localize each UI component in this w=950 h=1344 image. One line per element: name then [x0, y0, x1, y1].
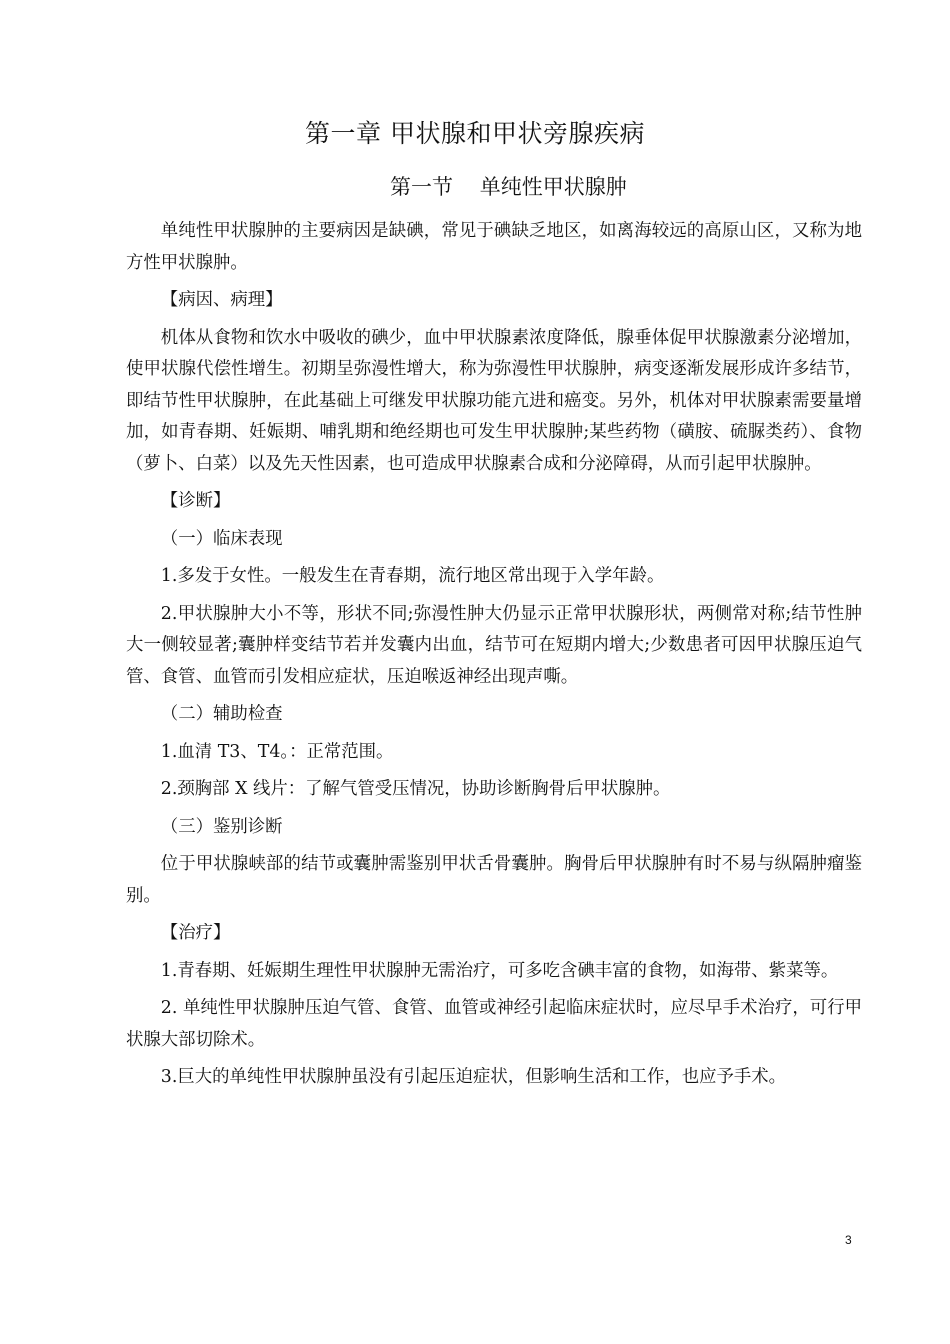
- subheading-auxiliary: （二）辅助检查: [160, 704, 283, 724]
- list-item: 2.颈胸部 X 线片：了解气管受压情况，协助诊断胸骨后甲状腺肿。: [160, 779, 671, 799]
- paragraph-differential: 位于甲状腺峡部的结节或囊肿需鉴别甲状舌骨囊肿。胸骨后甲状腺肿有时不易与纵隔肿瘤鉴别。: [126, 854, 862, 906]
- section-title: 第一节 单纯性甲状腺肿: [390, 175, 627, 199]
- list-item: 2.甲状腺肿大小不等，形状不同;弥漫性肿大仍显示正常甲状腺形状，两侧常对称;结节性肿大一侧较显著;囊肿样变结节若并发囊内出血，结节可在短期内增大;少数患者可因甲状腺压迫气管、食管、血管而引发相应症状，压迫喉返神经出现声嘶。: [126, 603, 862, 687]
- paragraph-etiology: 机体从食物和饮水中吸收的碘少，血中甲状腺素浓度降低，腺垂体促甲状腺激素分泌增加，使甲状腺代偿性增生。初期呈弥漫性增大，称为弥漫性甲状腺肿，病变逐渐发展形成许多结节，即结节性甲状腺肿，在此基础上可继发甲状腺功能亢进和癌变。另外，机体对甲状腺素需要量增加，如青春期、妊娠期、哺乳期和绝经期也可发生甲状腺肿;某些药物（磺胺、硫脲类药）、食物（萝卜、白菜）以及先天性因素，也可造成甲状腺素合成和分泌障碍，从而引起甲状腺肿。: [126, 327, 862, 474]
- heading-diagnosis: 【诊断】: [160, 491, 231, 511]
- body-text: [126, 216, 862, 1100]
- chapter-title: 第一章 甲状腺和甲状旁腺疾病: [305, 119, 645, 148]
- subheading-differential: （三）鉴别诊断: [160, 816, 283, 837]
- list-item: 3.巨大的单纯性甲状腺肿虽没有引起压迫症状，但影响生活和工作，也应予手术。: [160, 1067, 787, 1087]
- heading-treatment: 【治疗】: [160, 923, 231, 943]
- list-item: 1.青春期、妊娠期生理性甲状腺肿无需治疗，可多吃含碘丰富的食物，如海带、紫菜等。: [160, 960, 839, 981]
- page-number: 3: [845, 1233, 852, 1247]
- list-item: 1.多发于女性。一般发生在青春期，流行地区常出现于入学年龄。: [160, 566, 665, 586]
- paragraph-intro: 单纯性甲状腺肿的主要病因是缺碘，常见于碘缺乏地区，如离海较远的高原山区，又称为地方性甲状腺肿。: [126, 221, 862, 273]
- list-item: 1.血清 T3、T4。：正常范围。: [160, 741, 394, 762]
- subheading-clinical: （一）临床表现: [160, 528, 283, 549]
- heading-etiology: 【病因、病理】: [160, 290, 283, 310]
- list-item: 2. 单纯性甲状腺肿压迫气管、食管、血管或神经引起临床症状时，应尽早手术治疗，可行甲状腺大部切除术。: [126, 998, 862, 1050]
